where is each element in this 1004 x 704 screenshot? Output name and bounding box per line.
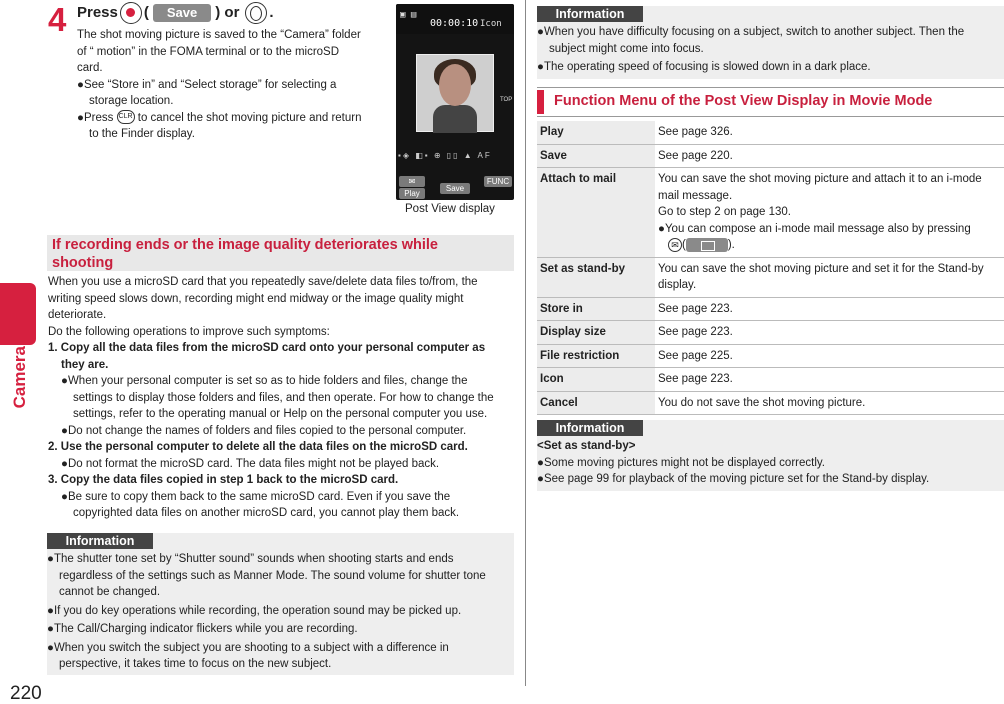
info-item: cannot be changed.: [59, 586, 161, 598]
photo-shoulders: [433, 105, 477, 133]
step-body: [77, 27, 387, 143]
step-heading: [77, 2, 274, 24]
camera-mode-icon: ▣ ▤: [400, 10, 417, 20]
info-item: perspective, it takes time to focus on the new subject.: [59, 658, 332, 670]
operation-title: 3. Copy the data files copied in step 1 back to the microSD card.: [48, 474, 399, 486]
mail-softkey-icon: [686, 238, 728, 252]
header-accent: [537, 90, 544, 114]
photo-face: [439, 64, 471, 106]
section-title: If recording ends or the image quality deteriorates while: [52, 237, 438, 253]
step-bullet: ●Press CLR to cancel the shot moving picture and return: [77, 111, 362, 124]
step-line: of “ motion” in the FOMA terminal or to the microSD: [77, 45, 340, 58]
info-item: ●If you do key operations while recording, the operation sound may be picked up.: [47, 604, 462, 617]
heading-end: .: [269, 4, 274, 21]
step-bullet-cont: to the Finder display.: [89, 128, 195, 140]
menu-desc: See page 225.: [655, 344, 1004, 368]
play-softkey: Play: [399, 188, 425, 199]
operation-title: 1. Copy all the data files from the microSD card onto your personal computer as: [48, 342, 486, 354]
mail-softkey-icon: ✉: [399, 176, 425, 187]
side-tab-label: Camera: [10, 346, 29, 409]
save-softkey: Save: [153, 4, 211, 22]
table-row: [537, 121, 1004, 144]
menu-desc: You do not save the shot moving picture.: [655, 391, 1004, 415]
post-view-screenshot: [396, 4, 514, 200]
info-item: subject might come into focus.: [549, 42, 704, 55]
save-softkey-phone: Save: [440, 183, 470, 194]
table-row: [537, 321, 1004, 345]
information-label: Information: [537, 6, 643, 22]
information-box-right-top: [537, 6, 1004, 79]
menu-desc: See page 326.: [655, 121, 1004, 144]
info-item: ●See page 99 for playback of the moving picture set for the Stand-by display.: [537, 473, 930, 485]
operation-bullet: ●Do not change the names of folders and files copied to the personal computer.: [61, 424, 467, 437]
info-subtitle: <Set as stand-by>: [537, 440, 636, 452]
menu-desc: See page 223.: [655, 368, 1004, 392]
menu-desc: See page 223.: [655, 297, 1004, 321]
table-row: [537, 144, 1004, 168]
step-line: The shot moving picture is saved to the “Camera” folder: [77, 29, 361, 41]
step-press-label: Press: [77, 4, 118, 21]
step-number: 4: [48, 1, 67, 38]
table-row: [537, 168, 1004, 258]
table-row: [537, 344, 1004, 368]
center-key-icon: [120, 2, 142, 24]
menu-key: Play: [537, 121, 655, 144]
preview-photo: [416, 54, 494, 132]
menu-key: Attach to mail: [537, 168, 655, 258]
recording-section-header: [47, 235, 514, 271]
recording-timer: 00:00:10: [430, 18, 479, 29]
clr-key-icon: CLR: [117, 110, 135, 124]
operation-bullet: ●Do not format the microSD card. The data files might not be played back.: [61, 457, 440, 470]
recording-body: [48, 274, 518, 522]
operation-bullet: settings, refer to the operating manual or Help on the personal computer you use.: [73, 408, 488, 420]
body-line: Do the following operations to improve such symptoms:: [48, 325, 330, 338]
body-line: When you use a microSD card that you repeatedly save/delete data files to/from, the: [48, 276, 478, 288]
page-number: 220: [10, 683, 42, 704]
table-row: [537, 391, 1004, 415]
menu-desc: You can save the shot moving picture and attach it to an i-mode mail message. Go to step 2 on page 130. ●You can compose an i-mode mail message also by pressing ✉ ( ).: [655, 168, 1004, 258]
mail-key-icon: ✉: [668, 238, 682, 252]
menu-key: Icon: [537, 368, 655, 392]
body-line: deteriorate.: [48, 309, 107, 321]
menu-desc: You can save the shot moving picture and set it for the Stand-by display.: [655, 257, 1004, 297]
step-bullet: ●See “Store in” and “Select storage” for selecting a: [77, 78, 337, 91]
menu-key: File restriction: [537, 344, 655, 368]
icon-label: Icon: [480, 19, 502, 29]
section-title: shooting: [52, 255, 114, 271]
information-box-left: [47, 533, 514, 675]
step-line: card.: [77, 62, 103, 74]
menu-key: Set as stand-by: [537, 257, 655, 297]
operation-bullet: settings to display those folders and files, and then operate. For how to change the: [73, 391, 494, 404]
func-softkey: FUNC: [484, 176, 512, 187]
table-row: [537, 297, 1004, 321]
information-label: Information: [47, 533, 153, 549]
phone-status-icons: ▪◈ ◧▪ ⊕ ▯▯ ▲ AF: [398, 151, 492, 160]
function-menu-title: Function Menu of the Post View Display in Movie Mode: [554, 93, 933, 109]
operation-bullet: ●Be sure to copy them back to the same microSD card. Even if you save the: [61, 490, 451, 503]
info-item: ●When you switch the subject you are shooting to a subject with a difference in: [47, 641, 449, 654]
info-item: ●When you have difficulty focusing on a subject, switch to another subject. Then the: [537, 26, 965, 38]
top-softkey: TOP: [500, 97, 513, 103]
menu-key: Cancel: [537, 391, 655, 415]
info-item: ●The Call/Charging indicator flickers while you are recording.: [47, 623, 358, 635]
information-box-right-bottom: [537, 420, 1004, 491]
operation-title: 2. Use the personal computer to delete all the data files on the microSD card.: [48, 441, 468, 453]
info-item: ●Some moving pictures might not be displayed correctly.: [537, 456, 825, 469]
operation-title: they are.: [61, 358, 109, 371]
menu-desc: See page 220.: [655, 144, 1004, 168]
function-menu-header: [537, 87, 1004, 117]
paren-open: (: [143, 4, 149, 21]
table-row: [537, 368, 1004, 392]
function-menu-table: [537, 121, 1004, 415]
info-item: ●The shutter tone set by “Shutter sound” sounds when shooting starts and ends: [47, 553, 454, 565]
phone-status-bar: [396, 4, 514, 34]
operation-bullet: copyrighted data files on another microSD card, you cannot play them back.: [73, 507, 460, 519]
camera-key-icon: [245, 2, 267, 24]
menu-key: Save: [537, 144, 655, 168]
body-line: writing speed slows down, recording might end midway or the image quality might: [48, 292, 464, 305]
side-tab-marker: [0, 283, 36, 345]
screenshot-caption: Post View display: [405, 203, 495, 215]
information-label: Information: [537, 420, 643, 436]
menu-desc: See page 223.: [655, 321, 1004, 345]
menu-key: Display size: [537, 321, 655, 345]
operation-bullet: ●When your personal computer is set so as to hide folders and files, change the: [61, 375, 468, 387]
info-item: ●The operating speed of focusing is slowed down in a dark place.: [537, 61, 871, 73]
information-items: [47, 549, 514, 673]
menu-key: Store in: [537, 297, 655, 321]
paren-close-or: ) or: [215, 4, 240, 21]
table-row: [537, 257, 1004, 297]
info-item: regardless of the settings such as Manner Mode. The sound volume for shutter tone: [59, 569, 486, 582]
step-bullet-cont: storage location.: [89, 95, 174, 107]
column-divider: [525, 0, 526, 686]
